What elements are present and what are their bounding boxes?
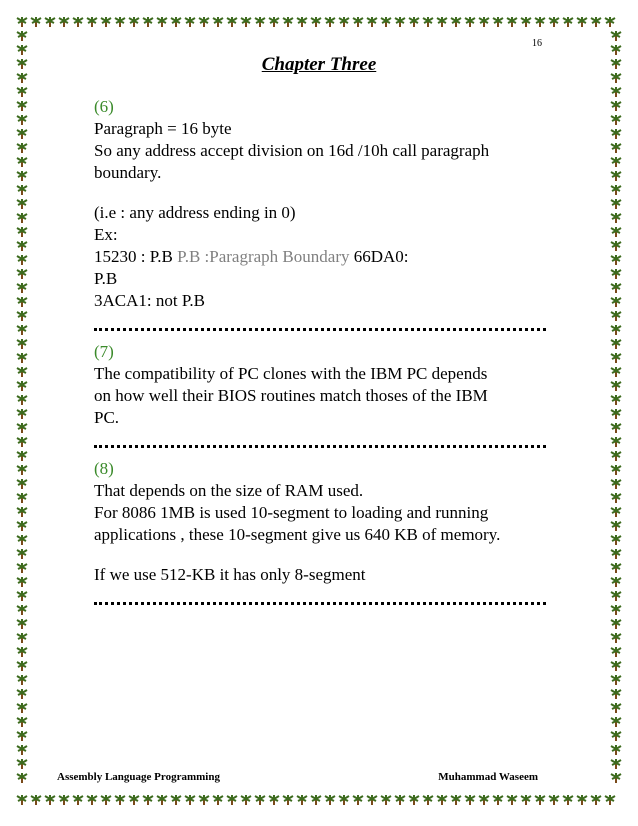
palm-tree-icon [45,17,55,27]
palm-tree-icon [17,717,27,727]
palm-tree-icon [563,795,573,805]
palm-tree-icon [577,17,587,27]
palm-tree-icon [17,703,27,713]
palm-tree-icon [611,577,621,587]
palm-tree-icon [611,129,621,139]
palm-tree-icon [611,241,621,251]
palm-tree-icon [129,795,139,805]
palm-tree-icon [213,795,223,805]
page-content [94,96,544,615]
palm-tree-icon [611,591,621,601]
palm-tree-icon [171,17,181,27]
palm-tree-icon [611,493,621,503]
section-6 [94,96,544,312]
section-number: (6) [94,97,114,116]
palm-tree-icon [283,795,293,805]
palm-tree-icon [157,795,167,805]
palm-tree-icon [611,731,621,741]
dotted-separator [94,443,546,448]
section-number: (8) [94,459,114,478]
palm-tree-icon [17,493,27,503]
palm-tree-icon [73,17,83,27]
palm-tree-icon [611,409,621,419]
palm-tree-icon [241,17,251,27]
palm-tree-icon [507,17,517,27]
palm-tree-icon [611,633,621,643]
palm-tree-icon [17,101,27,111]
palm-tree-icon [73,795,83,805]
palm-tree-icon [311,795,321,805]
palm-tree-icon [17,535,27,545]
palm-tree-icon [611,395,621,405]
palm-tree-icon [17,479,27,489]
palm-tree-icon [325,17,335,27]
palm-tree-icon [143,17,153,27]
palm-tree-icon [325,795,335,805]
palm-tree-icon [17,283,27,293]
palm-tree-icon [115,17,125,27]
palm-tree-icon [199,17,209,27]
palm-tree-icon [17,619,27,629]
palm-tree-icon [17,563,27,573]
palm-tree-icon [611,185,621,195]
palm-tree-icon [611,647,621,657]
text-line: 3ACA1: not P.B [94,291,205,310]
example-annotation: P.B :Paragraph Boundary [177,247,350,266]
palm-tree-icon [479,795,489,805]
palm-tree-icon [17,269,27,279]
palm-tree-icon [611,717,621,727]
palm-tree-icon [311,17,321,27]
text-line: So any address accept division on 16d /10h call paragraph [94,141,490,160]
palm-tree-icon [283,17,293,27]
palm-tree-icon [17,661,27,671]
palm-tree-icon [611,157,621,167]
palm-tree-icon [611,745,621,755]
palm-tree-icon [17,31,27,41]
page-number: 16 [532,38,542,49]
palm-tree-icon [611,605,621,615]
text-line: For 8086 1MB is used 10-segment to loading and running [94,503,489,522]
palm-tree-icon [611,213,621,223]
footer-book-title: Assembly Language Programming [57,771,220,783]
palm-tree-icon [45,795,55,805]
palm-tree-icon [17,297,27,307]
palm-tree-icon [17,311,27,321]
text-line: Ex: [94,225,118,244]
palm-tree-icon [535,17,545,27]
palm-tree-icon [17,185,27,195]
palm-tree-icon [611,661,621,671]
palm-tree-icon [213,17,223,27]
palm-tree-icon [423,17,433,27]
palm-tree-icon [611,297,621,307]
palm-tree-icon [611,619,621,629]
text-line: on how well their BIOS routines match thoses of the IBM [94,386,488,405]
palm-tree-icon [17,171,27,181]
palm-tree-icon [157,17,167,27]
palm-tree-icon [451,17,461,27]
palm-tree-icon [339,17,349,27]
palm-tree-icon [611,283,621,293]
text-line: P.B [94,269,118,288]
palm-tree-icon [17,213,27,223]
palm-tree-icon [17,591,27,601]
palm-tree-icon [115,795,125,805]
palm-tree-icon [17,423,27,433]
palm-tree-icon [31,17,41,27]
palm-tree-icon [17,633,27,643]
palm-tree-icon [101,795,111,805]
palm-tree-icon [17,325,27,335]
palm-tree-icon [611,339,621,349]
palm-tree-icon [611,199,621,209]
palm-tree-icon [255,795,265,805]
palm-tree-icon [255,17,265,27]
palm-tree-icon [611,31,621,41]
palm-tree-icon [591,795,601,805]
palm-tree-icon [171,795,181,805]
palm-tree-icon [521,17,531,27]
palm-tree-icon [17,199,27,209]
palm-tree-icon [493,795,503,805]
palm-tree-icon [611,87,621,97]
palm-tree-icon [423,795,433,805]
palm-tree-icon [17,115,27,125]
palm-tree-icon [395,17,405,27]
dotted-separator [94,600,546,605]
palm-tree-icon [563,17,573,27]
palm-tree-icon [17,87,27,97]
palm-tree-icon [199,795,209,805]
palm-tree-icon [17,577,27,587]
palm-tree-icon [611,255,621,265]
palm-tree-icon [611,759,621,769]
palm-tree-icon [465,795,475,805]
palm-tree-icon [611,465,621,475]
palm-tree-icon [17,451,27,461]
text-line: (i.e : any address ending in 0) [94,203,296,222]
palm-tree-icon [17,759,27,769]
palm-tree-icon [17,521,27,531]
palm-tree-icon [611,703,621,713]
palm-tree-icon [297,795,307,805]
palm-tree-icon [17,353,27,363]
palm-tree-icon [17,731,27,741]
palm-tree-icon [409,17,419,27]
text-line: If we use 512-KB it has only 8-segment [94,565,366,584]
palm-tree-icon [17,605,27,615]
palm-tree-icon [507,795,517,805]
section-8 [94,458,544,586]
palm-tree-icon [611,773,621,783]
palm-tree-icon [611,171,621,181]
palm-tree-icon [17,395,27,405]
palm-tree-icon [611,451,621,461]
section-number: (7) [94,342,114,361]
footer-author: Muhammad Waseem [438,771,538,783]
palm-tree-icon [611,367,621,377]
palm-tree-icon [611,563,621,573]
palm-tree-icon [577,795,587,805]
palm-tree-icon [17,227,27,237]
palm-tree-icon [17,129,27,139]
palm-tree-icon [493,17,503,27]
palm-tree-icon [611,227,621,237]
palm-tree-icon [611,521,621,531]
palm-tree-icon [451,795,461,805]
palm-tree-icon [395,795,405,805]
palm-tree-icon [353,795,363,805]
palm-tree-icon [17,367,27,377]
palm-tree-icon [611,689,621,699]
palm-tree-icon [381,17,391,27]
text-line: boundary. [94,163,162,182]
palm-tree-icon [129,17,139,27]
text-line: PC. [94,408,120,427]
palm-tree-icon [611,423,621,433]
palm-tree-icon [535,795,545,805]
chapter-title: Chapter Three [261,54,377,75]
palm-tree-icon [59,795,69,805]
palm-tree-icon [367,17,377,27]
palm-tree-icon [611,535,621,545]
palm-tree-icon [591,17,601,27]
palm-tree-icon [17,745,27,755]
palm-tree-icon [381,795,391,805]
example-part: 66DA0: [349,247,409,266]
palm-tree-icon [227,795,237,805]
palm-tree-icon [269,17,279,27]
palm-tree-icon [611,507,621,517]
palm-tree-icon [611,311,621,321]
text-line: The compatibility of PC clones with the IBM PC depends [94,364,488,383]
palm-tree-icon [611,479,621,489]
palm-tree-icon [59,17,69,27]
palm-tree-icon [17,381,27,391]
palm-tree-icon [611,549,621,559]
palm-tree-icon [611,437,621,447]
palm-tree-icon [465,17,475,27]
text-line: applications , these 10-segment give us 640 KB of memory. [94,525,501,544]
palm-tree-icon [143,795,153,805]
palm-tree-icon [611,115,621,125]
palm-tree-icon [611,381,621,391]
palm-tree-icon [339,795,349,805]
example-part: 15230 : P.B [94,247,178,266]
palm-tree-icon [87,795,97,805]
palm-tree-icon [17,143,27,153]
palm-tree-icon [269,795,279,805]
dotted-separator [94,326,546,331]
section-7 [94,341,544,429]
palm-tree-icon [31,795,41,805]
palm-tree-icon [17,795,27,805]
palm-tree-icon [611,675,621,685]
palm-tree-icon [17,409,27,419]
palm-tree-icon [101,17,111,27]
palm-tree-icon [17,437,27,447]
palm-tree-icon [17,17,27,27]
palm-tree-icon [185,795,195,805]
palm-tree-icon [17,241,27,251]
palm-tree-icon [353,17,363,27]
text-line: Paragraph = 16 byte [94,119,232,138]
palm-tree-icon [17,549,27,559]
palm-tree-icon [437,17,447,27]
palm-tree-icon [17,255,27,265]
palm-tree-icon [605,795,615,805]
palm-tree-icon [611,353,621,363]
palm-tree-icon [17,339,27,349]
palm-tree-icon [611,325,621,335]
palm-tree-icon [549,17,559,27]
palm-tree-icon [17,773,27,783]
palm-tree-icon [185,17,195,27]
palm-tree-icon [241,795,251,805]
palm-tree-icon [227,17,237,27]
palm-tree-icon [611,269,621,279]
palm-tree-icon [605,17,615,27]
palm-tree-icon [297,17,307,27]
text-line: That depends on the size of RAM used. [94,481,364,500]
palm-tree-icon [611,101,621,111]
palm-tree-icon [367,795,377,805]
palm-tree-icon [17,675,27,685]
palm-tree-icon [611,143,621,153]
palm-tree-icon [437,795,447,805]
palm-tree-icon [521,795,531,805]
example-line [94,246,544,268]
palm-tree-icon [479,17,489,27]
palm-tree-icon [17,647,27,657]
palm-tree-icon [17,465,27,475]
palm-tree-icon [17,507,27,517]
palm-tree-icon [17,157,27,167]
palm-tree-icon [87,17,97,27]
palm-tree-icon [17,689,27,699]
palm-tree-icon [409,795,419,805]
palm-tree-icon [549,795,559,805]
